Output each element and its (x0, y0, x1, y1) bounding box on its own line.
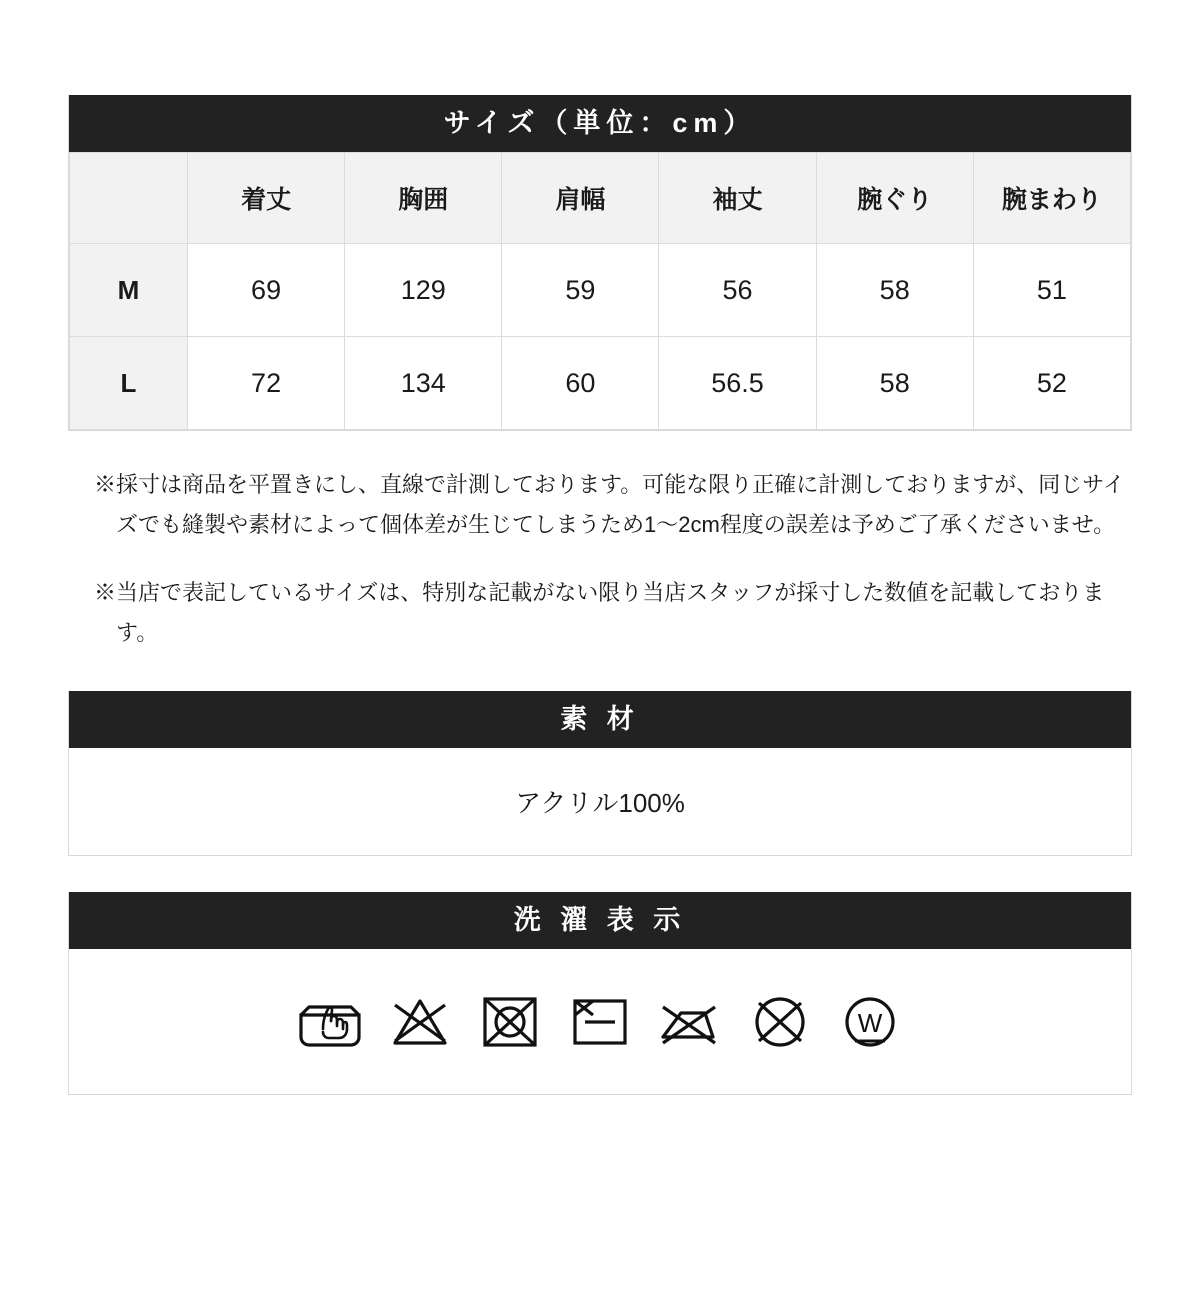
no-bleach-icon (383, 985, 457, 1059)
hand-wash-icon (293, 985, 367, 1059)
cell-l-4: 58 (816, 337, 973, 430)
table-row (70, 337, 1131, 430)
svg-text:W: W (857, 1007, 883, 1038)
note-measurement-tolerance: ※採寸は商品を平置きにし、直線で計測しております。可能な限り正確に計測しておりますが、同じサイズでも縫製や素材によって個体差が生じてしまうため1〜2cm程度の誤差は予めご了承くださいませ。 (94, 472, 1125, 538)
product-spec-page (0, 95, 1200, 1295)
size-table (69, 152, 1131, 430)
size-section (68, 95, 1132, 431)
cell-m-3: 56 (659, 244, 816, 337)
no-tumble-dry-icon (473, 985, 547, 1059)
size-table-head (70, 153, 1131, 244)
column-header-5: 腕まわり (973, 153, 1130, 244)
material-value: アクリル100% (69, 748, 1131, 855)
measurement-notes (68, 465, 1132, 653)
wash-care-icons (69, 949, 1131, 1094)
cell-l-1: 134 (345, 337, 502, 430)
cell-l-2: 60 (502, 337, 659, 430)
table-header-row (70, 153, 1131, 244)
row-label-m: M (70, 244, 188, 337)
wet-clean-icon (833, 985, 907, 1059)
no-iron-icon (653, 985, 727, 1059)
cell-l-5: 52 (973, 337, 1130, 430)
cell-m-2: 59 (502, 244, 659, 337)
column-header-4: 腕ぐり (816, 153, 973, 244)
size-section-title: サイズ（単位：cm） (69, 95, 1131, 152)
table-row (70, 244, 1131, 337)
cell-l-0: 72 (188, 337, 345, 430)
wash-care-section-title: 洗 濯 表 示 (69, 892, 1131, 949)
note-measurement-source: ※当店で表記しているサイズは、特別な記載がない限り当店スタッフが採寸した数値を記載しております。 (94, 580, 1105, 646)
material-section-title: 素 材 (69, 691, 1131, 748)
size-table-body (70, 244, 1131, 430)
flat-dry-in-shade-icon (563, 985, 637, 1059)
row-label-l: L (70, 337, 188, 430)
wash-care-section (68, 892, 1132, 1095)
no-dry-clean-icon (743, 985, 817, 1059)
cell-m-4: 58 (816, 244, 973, 337)
cell-m-1: 129 (345, 244, 502, 337)
cell-m-0: 69 (188, 244, 345, 337)
column-header-2: 肩幅 (502, 153, 659, 244)
column-header-0: 着丈 (188, 153, 345, 244)
material-section (68, 691, 1132, 856)
size-table-corner (70, 153, 188, 244)
cell-m-5: 51 (973, 244, 1130, 337)
column-header-3: 袖丈 (659, 153, 816, 244)
cell-l-3: 56.5 (659, 337, 816, 430)
column-header-1: 胸囲 (345, 153, 502, 244)
